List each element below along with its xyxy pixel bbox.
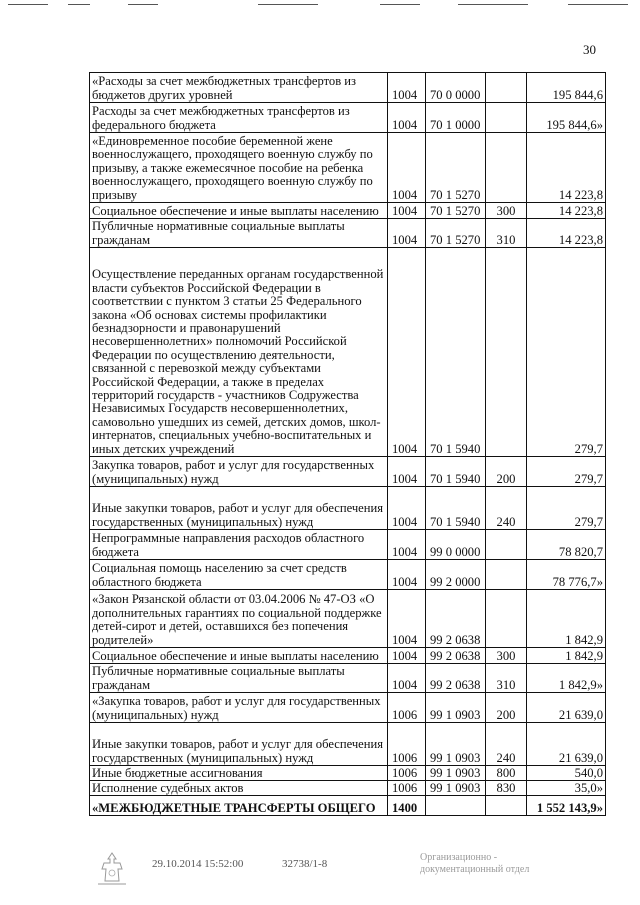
cell-type: 830 [486,781,527,796]
cell-section: 1006 [388,766,426,781]
cell-section: 1004 [388,560,426,590]
cell-amount: 540,0 [527,766,606,781]
table-row [90,693,606,723]
cell-amount: 195 844,6» [527,103,606,133]
table-row [90,248,606,457]
cell-name: Публичные нормативные социальные выплаты гражданам [90,664,388,693]
cell-type: 310 [486,219,527,248]
cell-amount: 78 776,7» [527,560,606,590]
cell-name: Публичные нормативные социальные выплаты гражданам [90,219,388,248]
cell-section: 1400 [388,796,426,816]
cell-amount: 21 639,0 [527,723,606,766]
cell-type [486,530,527,560]
cell-section: 1004 [388,648,426,664]
cell-amount: 279,7 [527,248,606,457]
cell-section: 1004 [388,133,426,203]
cell-name: Социальное обеспечение и иные выплаты населению [90,203,388,219]
cell-type: 200 [486,693,527,723]
cell-amount: 279,7 [527,487,606,530]
cell-section: 1004 [388,457,426,487]
cell-type [486,560,527,590]
cell-type: 240 [486,487,527,530]
cell-type [486,103,527,133]
cell-target: 99 2 0638 [426,648,486,664]
cell-amount: 279,7 [527,457,606,487]
table-row [90,664,606,693]
cell-type [486,590,527,648]
cell-name: «МЕЖБЮДЖЕТНЫЕ ТРАНСФЕРТЫ ОБЩЕГО [90,796,388,816]
cell-amount: 21 639,0 [527,693,606,723]
table-row [90,781,606,796]
cell-section: 1004 [388,248,426,457]
coat-of-arms-icon [92,851,132,887]
scan-top-edge [8,4,632,10]
cell-section: 1006 [388,781,426,796]
cell-amount: 1 842,9 [527,648,606,664]
table-row [90,203,606,219]
cell-name: «Единовременное пособие беременной жене военнослужащего, проходящего военную службу по призыву, а также ежемесячное пособие на ребенка военнослужащего, проходящего военную службу по призыву [90,133,388,203]
cell-amount: 1 552 143,9» [527,796,606,816]
cell-name: Расходы за счет межбюджетных трансфертов из федерального бюджета [90,103,388,133]
cell-name: Исполнение судебных актов [90,781,388,796]
cell-section: 1004 [388,487,426,530]
cell-amount: 1 842,9» [527,664,606,693]
cell-amount: 35,0» [527,781,606,796]
cell-target: 70 1 0000 [426,103,486,133]
table-row [90,530,606,560]
cell-name: «Закон Рязанской области от 03.04.2006 № 47-ОЗ «О дополнительных гарантиях по социальной поддержке детей-сирот и детей, оставшихся без попечения родителей» [90,590,388,648]
cell-amount: 78 820,7 [527,530,606,560]
cell-type: 310 [486,664,527,693]
cell-name: Иные закупки товаров, работ и услуг для обеспечения государственных (муниципальных) нужд [90,723,388,766]
table-row [90,648,606,664]
department-stamp [420,852,529,876]
footer-datetime: 29.10.2014 15:52:00 [152,858,244,870]
cell-amount: 14 223,8 [527,203,606,219]
cell-type [486,133,527,203]
cell-section: 1004 [388,530,426,560]
cell-amount: 14 223,8 [527,219,606,248]
cell-name: Закупка товаров, работ и услуг для государственных (муниципальных) нужд [90,457,388,487]
cell-type: 800 [486,766,527,781]
stamp-line: документационный отдел [420,864,530,875]
table-row [90,723,606,766]
cell-type: 240 [486,723,527,766]
cell-name: Социальное обеспечение и иные выплаты населению [90,648,388,664]
cell-section: 1004 [388,590,426,648]
cell-target: 99 2 0638 [426,664,486,693]
cell-target: 70 1 5270 [426,203,486,219]
stamp-line: Организационно - [420,852,498,863]
cell-target: 70 1 5940 [426,248,486,457]
cell-name: «Закупка товаров, работ и услуг для государственных (муниципальных) нужд [90,693,388,723]
cell-target: 99 1 0903 [426,766,486,781]
cell-section: 1004 [388,73,426,103]
cell-type: 300 [486,203,527,219]
cell-amount: 14 223,8 [527,133,606,203]
page-number: 30 [583,42,596,57]
cell-target: 70 1 5270 [426,133,486,203]
cell-target: 70 1 5270 [426,219,486,248]
cell-section: 1004 [388,664,426,693]
cell-target [426,796,486,816]
cell-type: 300 [486,648,527,664]
table-row [90,590,606,648]
cell-name: Социальная помощь населению за счет средств областного бюджета [90,560,388,590]
cell-name: Непрограммные направления расходов областного бюджета [90,530,388,560]
cell-name: Осуществление переданных органам государственной власти субъектов Российской Федерации в соответствии с пунктом 3 статьи 25 Федерального закона «Об основах системы профилактики безнадзорности и правонарушений несовершеннолетних» полномочий Российской Федерации по осуществлению деятельности, связанной с перевозкой между субъектами Российской Федерации, а также в пределах территорий государств - участников Содружества Независимых Государств несовершеннолетних, самовольно ушедших из семей, детских домов, школ-интернатов, специальных учебно-воспитательных и иных детских учреждений [90,248,388,457]
cell-type: 200 [486,457,527,487]
table-row [90,133,606,203]
cell-amount: 195 844,6 [527,73,606,103]
table-row [90,560,606,590]
table-row [90,457,606,487]
cell-name: «Расходы за счет межбюджетных трансфертов из бюджетов других уровней [90,73,388,103]
cell-type [486,73,527,103]
cell-section: 1004 [388,203,426,219]
table-row [90,219,606,248]
cell-target: 99 0 0000 [426,530,486,560]
cell-name: Иные бюджетные ассигнования [90,766,388,781]
cell-target: 99 2 0000 [426,560,486,590]
table-row [90,766,606,781]
cell-target: 70 1 5940 [426,487,486,530]
cell-target: 99 1 0903 [426,693,486,723]
cell-name: Иные закупки товаров, работ и услуг для обеспечения государственных (муниципальных) нужд [90,487,388,530]
footer-registration-number: 32738/1-8 [282,858,328,870]
table-row [90,487,606,530]
table-row [90,103,606,133]
cell-section: 1006 [388,693,426,723]
cell-type [486,248,527,457]
budget-table [89,72,606,816]
cell-target: 99 2 0638 [426,590,486,648]
cell-type [486,796,527,816]
cell-section: 1004 [388,219,426,248]
cell-target: 70 0 0000 [426,73,486,103]
table-row [90,73,606,103]
cell-amount: 1 842,9 [527,590,606,648]
cell-target: 70 1 5940 [426,457,486,487]
table-row [90,796,606,816]
cell-section: 1006 [388,723,426,766]
cell-target: 99 1 0903 [426,723,486,766]
cell-section: 1004 [388,103,426,133]
cell-target: 99 1 0903 [426,781,486,796]
